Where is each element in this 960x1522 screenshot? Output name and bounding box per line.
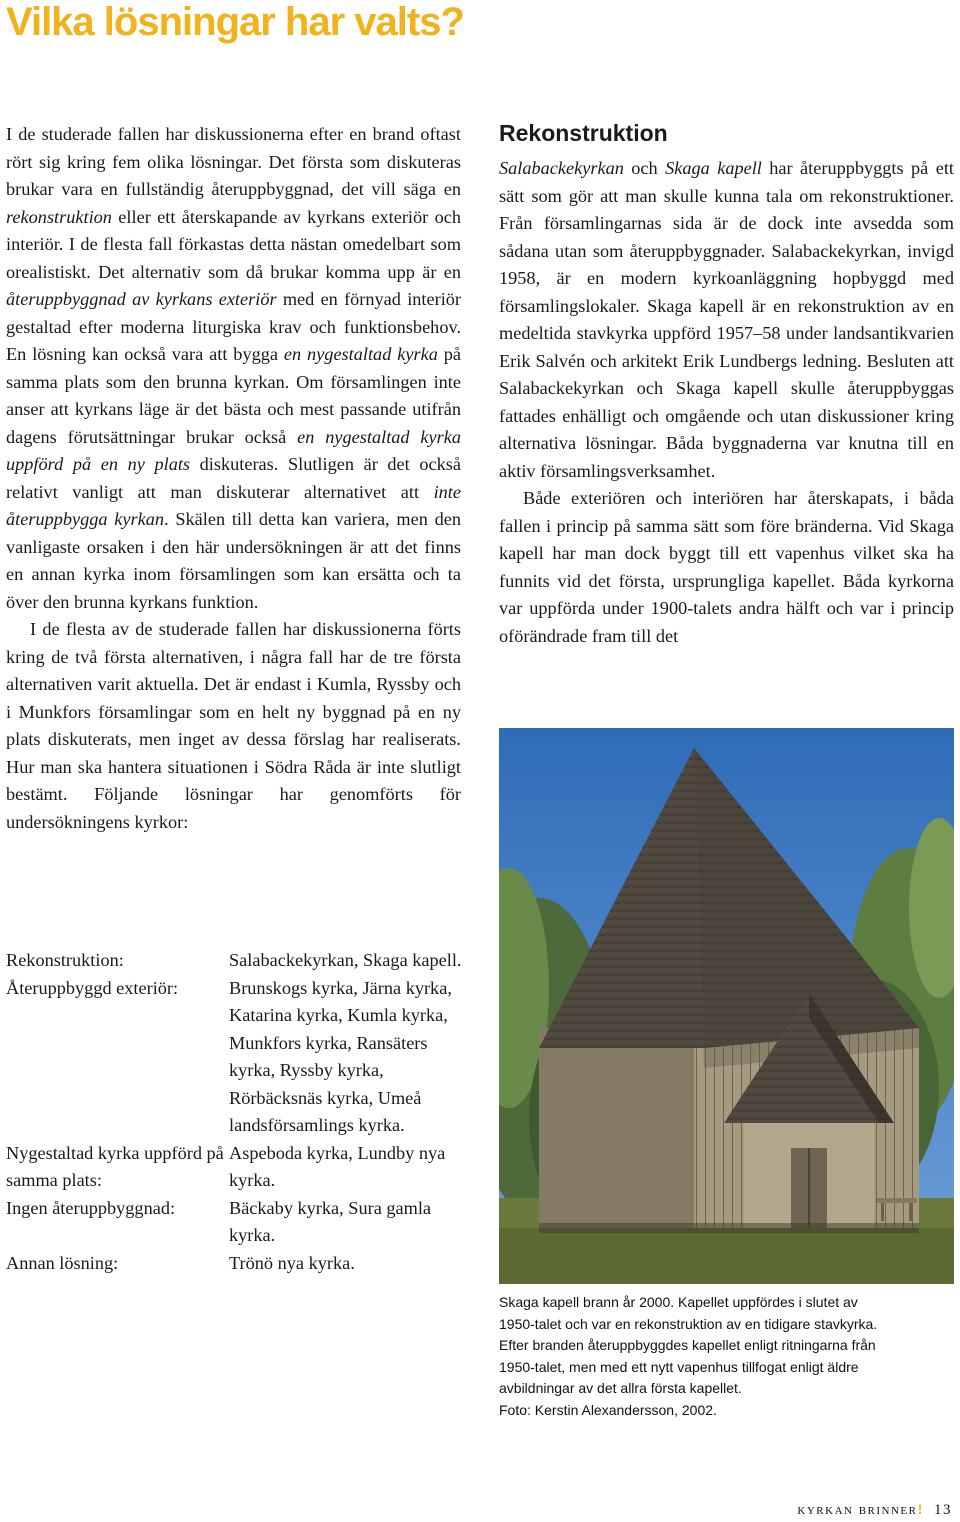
solution-label: Återuppbyggd exteriör: (6, 977, 179, 998)
solution-value: Bäckaby kyrka, Sura gamla kyrka. (229, 1197, 432, 1245)
solution-label: Ingen återuppbyggnad: (6, 1197, 176, 1218)
text-run: diskuteras. Slutligen är det också relativt vanligt att man diskuterar alternativet att (6, 454, 461, 502)
italic-text: inte återuppbygga kyrkan (6, 481, 461, 529)
italic-text: en nygestaltad kyrka (283, 344, 438, 364)
italic-text: Salabackekyrkan (499, 158, 624, 178)
right-column-text (499, 155, 954, 650)
solutions-list (6, 947, 476, 1277)
italic-text: en nygestaltad kyrka uppförd på en ny plats (6, 426, 461, 474)
publication-exclaim: ! (917, 1502, 924, 1518)
solution-row (6, 1250, 476, 1278)
text-run: och (623, 158, 666, 178)
text-run: I de studerade fallen har diskussionerna efter en brand oftast rört sig kring fem olika lösningar. Det första som diskuteras brukar vara en fullständig återuppbyggnad, det vill säga en (6, 124, 461, 199)
italic-text: rekonstruktion (6, 206, 112, 227)
caption-line: 1950-talet och var en rekonstruktion av en tidigare stavkyrka. (499, 1315, 878, 1332)
italic-text: Skaga kapell (665, 158, 762, 178)
solution-label: Rekonstruktion: (6, 950, 124, 970)
text-run: . Skälen till detta kan variera, men den vanligaste orsaken i den här undersökningen är att det finns en annan kyrka inom församlingen som kan ersätta och ta över den brunna kyrkans funktion. (6, 509, 461, 612)
text-run: Både exteriören och interiören har återskapats, i båda fallen i princip på samma sätt som före bränderna. Vid Skaga kapell har man dock byggt till ett vapenhus vilket ska ha funnits vid det första, ursprungliga kapellet. Båda kyrkorna var uppförda under 1900-talets andra hälft och var i princip oförändrade fram till det (499, 488, 954, 646)
text-run: har återuppbyggts på ett sätt som gör att man skulle kunna tala om rekonstruktioner. Från församlingarnas sida är de dock inte avsedda som sådana utan som återuppbyggnader. Salabackekyrkan, invigd 1958, är en modern kyrkoanläggning hopbyggd med församlingslokaler. Skaga kapell är en rekonstruktion av en medeltida stavkyrka uppförd 1957–58 under landsantikvarien Erik Salvén och arkitekt Erik Lundbergs ledning. Besluten att Salabackekyrkan och Skaga kapell skulle återuppbyggas fattades enhälligt och omgående och utan diskussioner kring alternativa lösningar. Båda byggnaderna var knutna till en aktiv församlingsverksamhet. (499, 158, 954, 481)
solution-label: Annan lösning: (6, 1252, 119, 1273)
text-run: med en förnyad interiör gestaltad efter moderna liturgiska krav och funktionsbehov. En lösning kan också vara att bygga (6, 289, 461, 364)
solution-value: Brunskogs kyrka, Järna kyrka, Katarina kyrka, Kumla kyrka, Munkfors kyrka, Ransäters kyrka, Ryssby kyrka, Rörbäcksnäs kyrka, Umeå landsförsamlings kyrka. (229, 977, 452, 1135)
text-run: I de flesta av de studerade fallen har diskussionerna förts kring de två första alternativen, i några fall har de tre första alternativen varit aktuella. Det är endast i Kumla, Ryssby och i Munkfors församlingar som en helt ny byggnad på en ny plats diskuterats, men inget av dessa förslag har realiserats. Hur man ska hantera situationen i Södra Råda är inte slutligt bestämt. Följande lösningar har genomförts för undersökningens kyrkor: (6, 619, 461, 832)
solution-value: Aspeboda kyrka, Lundby nya kyrka. (229, 1142, 446, 1190)
bench (877, 1198, 917, 1203)
solution-row (6, 1140, 476, 1195)
text-run: på samma plats som den brunna kyrkan. Om församlingen inte anser att kyrkans läge är det bästa och mest passande utifrån dagens förutsättningar brukar också (6, 344, 462, 447)
solution-row (6, 1195, 476, 1250)
page-title: Vilka lösningar har valts? (6, 0, 464, 44)
caption-line: Skaga kapell brann år 2000. Kapellet uppfördes i slutet av (499, 1294, 858, 1310)
italic-text: återuppbyggnad av kyrkans exteriör (6, 289, 277, 309)
caption-line: Efter branden återuppbyggdes kapellet enligt ritningarna från (499, 1337, 876, 1353)
caption-credit: Foto: Kerstin Alexandersson, 2002. (499, 1401, 717, 1418)
church-wall-left (539, 1028, 694, 1228)
caption-line: avbildningar av det allra första kapellet. (499, 1380, 742, 1396)
publication-name: kyrkan brinner (797, 1502, 918, 1518)
solution-row (6, 947, 476, 975)
left-column-text (6, 121, 461, 836)
solution-row (6, 975, 476, 1140)
paragraph (499, 485, 954, 650)
paragraph (6, 616, 461, 836)
page-footer (797, 1502, 952, 1519)
church-photo (499, 728, 954, 1284)
solution-value: Salabackekyrkan, Skaga kapell. (229, 950, 462, 970)
paragraph (499, 155, 954, 485)
page-number: 13 (934, 1502, 952, 1518)
section-heading-rekonstruktion: Rekonstruktion (499, 120, 668, 146)
text-run: eller ett återskapande av kyrkans exteriör och interiör. I de flesta fall förkastas detta nästan omedelbart som orealistiskt. Det alternativ som då brukar komma upp är en (6, 206, 461, 282)
solution-label: Nygestaltad kyrka uppförd på samma plats: (6, 1142, 224, 1190)
caption-line: 1950-talet, men med ett nytt vapenhus tillfogat enligt äldre (499, 1358, 859, 1375)
paragraph (6, 121, 461, 616)
solution-value: Trönö nya kyrka. (229, 1252, 355, 1273)
photo-caption (499, 1292, 954, 1421)
